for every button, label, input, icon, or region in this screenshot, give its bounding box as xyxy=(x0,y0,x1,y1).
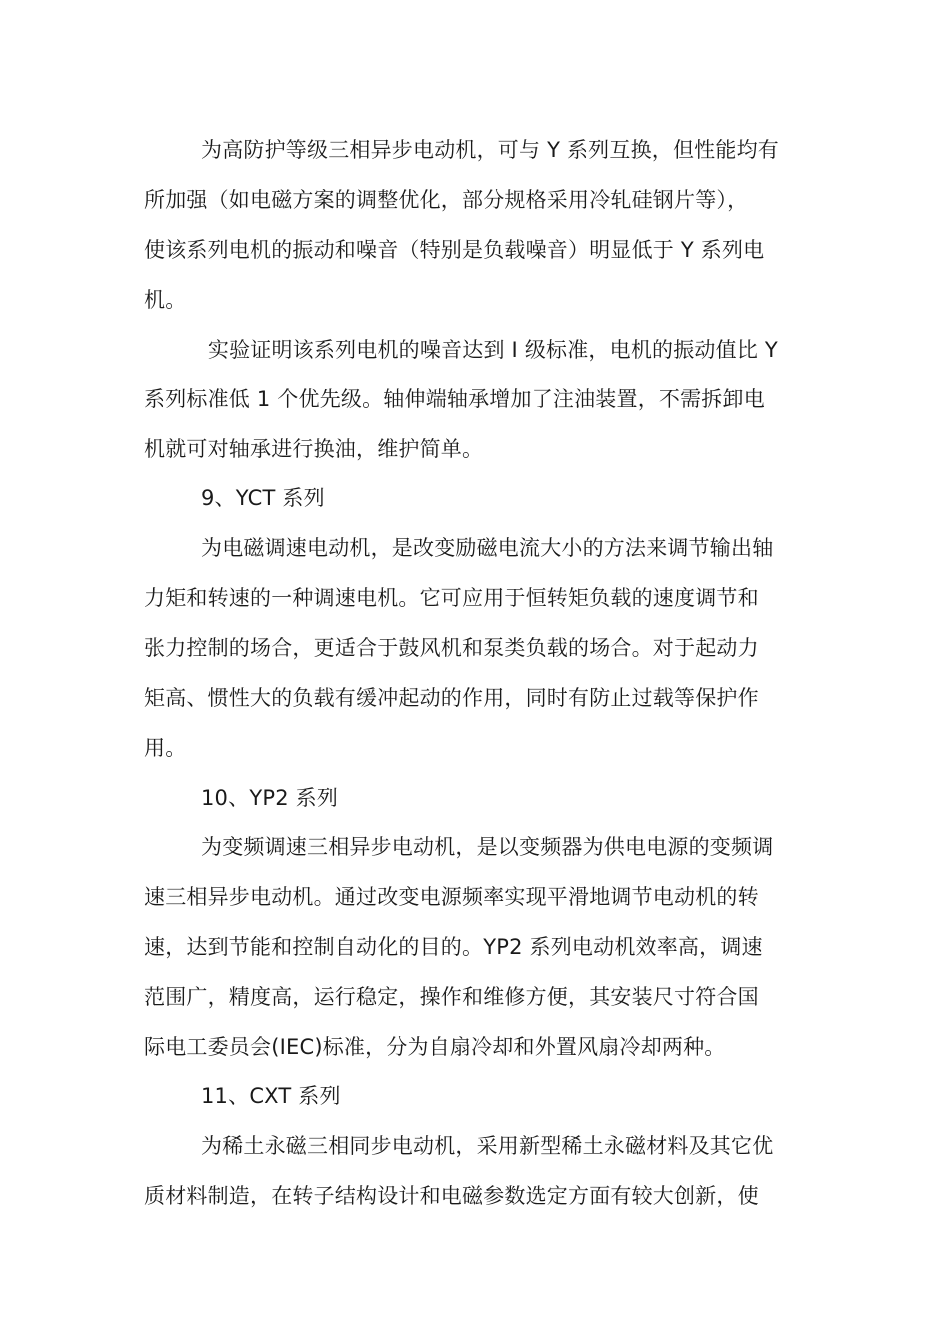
section-heading-yct: 9、YCT 系列 xyxy=(201,486,325,510)
text-line: 机。 xyxy=(144,288,187,312)
text-line: 使该系列电机的振动和噪音（特别是负载噪音）明显低于 Y 系列电 xyxy=(144,238,765,262)
text-line: 系列标准低 1 个优先级。轴伸端轴承增加了注油装置，不需拆卸电 xyxy=(144,387,765,411)
text-line: 所加强（如电磁方案的调整优化，部分规格采用冷轧硅钢片等）， xyxy=(144,188,749,212)
text-line: 际电工委员会(IEC)标准，分为自扇冷却和外置风扇冷却两种。 xyxy=(144,1035,726,1059)
text-line: 速三相异步电动机。通过改变电源频率实现平滑地调节电动机的转 xyxy=(144,885,759,909)
text-line: 为稀土永磁三相同步电动机，采用新型稀土永磁材料及其它优 xyxy=(201,1134,774,1158)
text-line: 为高防护等级三相异步电动机，可与 Y 系列互换，但性能均有 xyxy=(201,138,779,162)
text-line: 为电磁调速电动机，是改变励磁电流大小的方法来调节输出轴 xyxy=(201,536,774,560)
text-line: 为变频调速三相异步电动机，是以变频器为供电电源的变频调 xyxy=(201,835,774,859)
section-heading-cxt: 11、CXT 系列 xyxy=(201,1084,341,1108)
text-line: 速，达到节能和控制自动化的目的。YP2 系列电动机效率高，调速 xyxy=(144,935,763,959)
text-line: 质材料制造，在转子结构设计和电磁参数选定方面有较大创新，使 xyxy=(144,1184,759,1208)
text-line: 力矩和转速的一种调速电机。它可应用于恒转矩负载的速度调节和 xyxy=(144,586,759,610)
text-line: 张力控制的场合，更适合于鼓风机和泵类负载的场合。对于起动力 xyxy=(144,636,759,660)
text-line: 实验证明该系列电机的噪音达到 I 级标准，电机的振动值比 Y xyxy=(201,338,778,362)
text-line: 矩高、惯性大的负载有缓冲起动的作用，同时有防止过载等保护作 xyxy=(144,686,759,710)
section-heading-yp2: 10、YP2 系列 xyxy=(201,786,339,810)
text-line: 用。 xyxy=(144,736,187,760)
text-line: 机就可对轴承进行换油，维护简单。 xyxy=(144,437,484,461)
text-line: 范围广，精度高，运行稳定，操作和维修方便，其安装尺寸符合国 xyxy=(144,985,759,1009)
